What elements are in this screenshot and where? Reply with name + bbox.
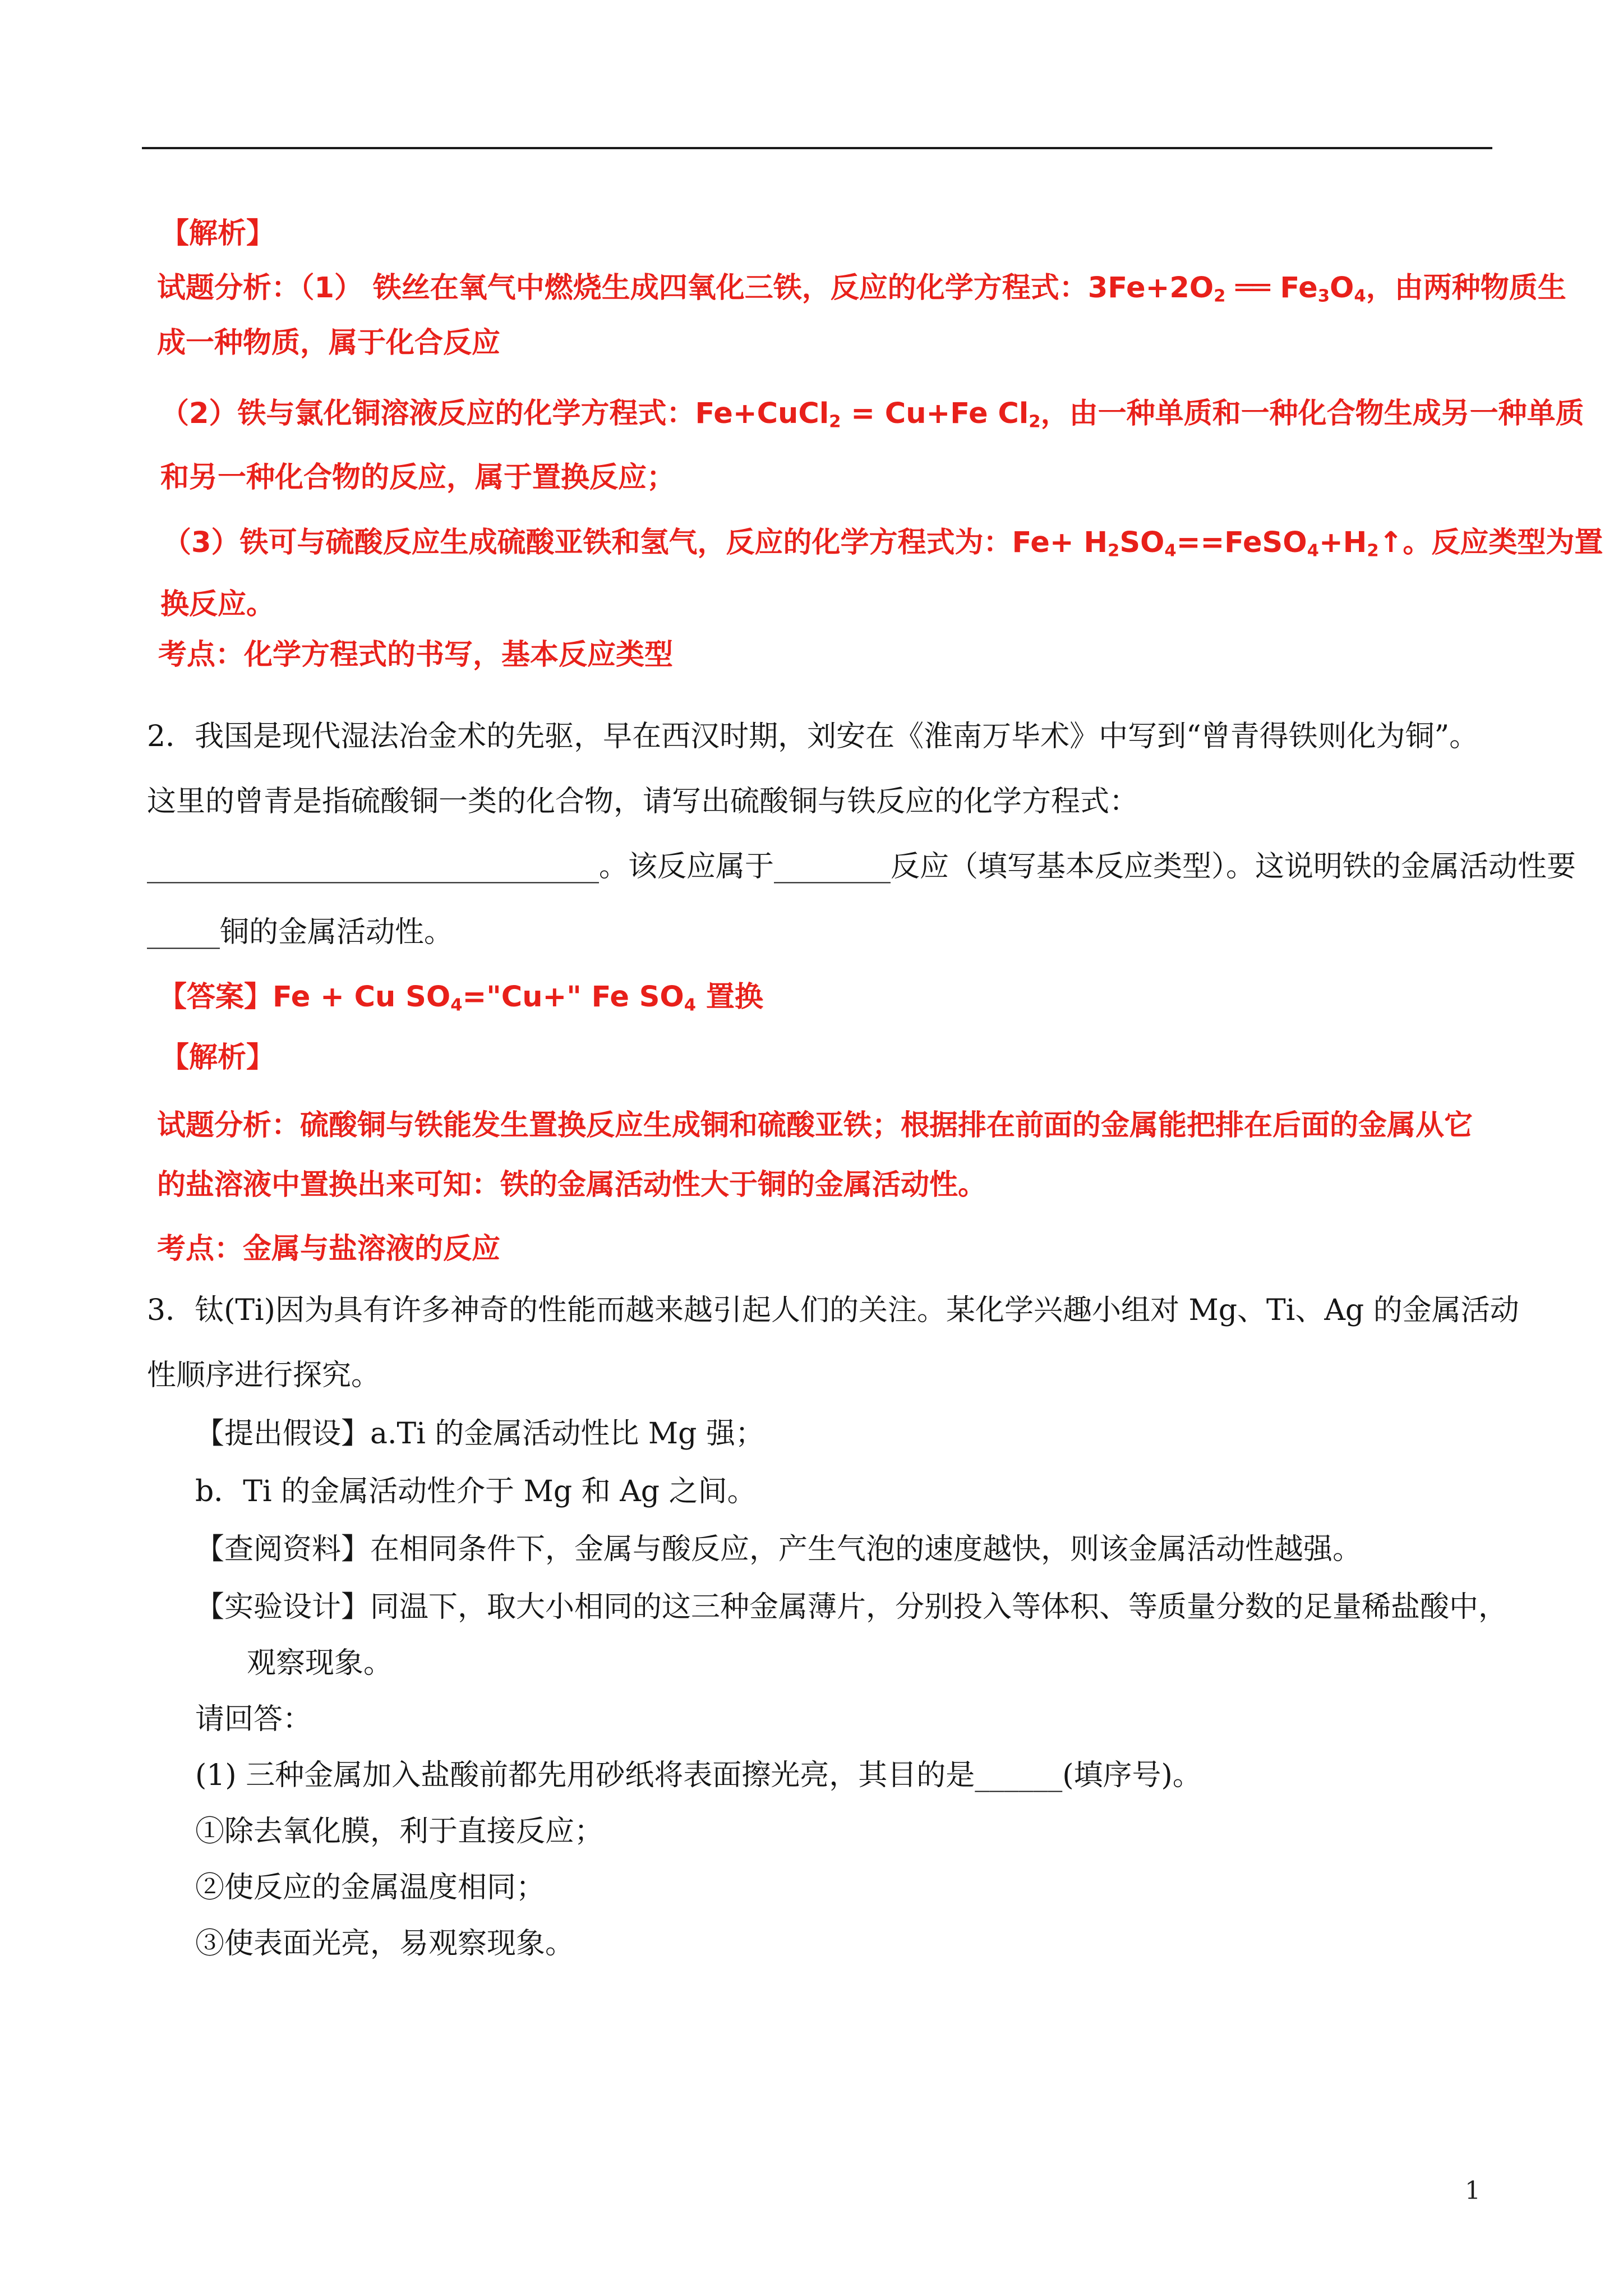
q3-line-1: 3．钛(Ti)因为具有许多神奇的性能而越来越引起人们的关注。某化学兴趣小组对 Mg、Ti、Ag 的金属活动 xyxy=(147,1294,1519,1327)
kaodian-2: 考点：金属与盐溶液的反应 xyxy=(157,1232,501,1266)
q2-line-3: _______________________________。该反应属于________反应（填写基本反应类型）。这说明铁的金属活动性要 xyxy=(147,850,1576,884)
analysis-line-1: 试题分析：（1） 铁丝在氧气中燃烧生成四氧化三铁，反应的化学方程式：$3Fe+2O_2$ ══ $Fe_3O_4$，由两种物质生 xyxy=(157,272,1566,306)
page-number: 1 xyxy=(1465,2177,1481,2205)
analysis-line-3: （2）铁与氯化铜溶液反应的化学方程式：Fe+CuCl$_2$ = Cu+Fe $Cl_2$，由一种单质和一种化合物生成另一种单质 xyxy=(160,397,1584,432)
q2-line-4: _____铜的金属活动性。 xyxy=(147,915,454,949)
analysis-heading: 【解析】 xyxy=(160,217,275,250)
kaodian-1: 考点：化学方程式的书写，基本反应类型 xyxy=(158,638,674,671)
analysis-line-2: 成一种物质，属于化合反应 xyxy=(157,326,501,360)
analysis-line-6: 换反应。 xyxy=(160,588,275,621)
analysis-heading-2: 【解析】 xyxy=(160,1041,275,1074)
q3-option-1: ①除去氧化膜，利于直接反应； xyxy=(195,1815,604,1848)
q2-line-1: 2．我国是现代湿法冶金术的先驱，早在西汉时期，刘安在《淮南万毕术》中写到“曾青得铁则化为铜”。 xyxy=(147,720,1479,753)
q3-option-2: ②使反应的金属温度相同； xyxy=(195,1871,546,1904)
analysis-2-line-1: 试题分析：硫酸铜与铁能发生置换反应生成铜和硫酸亚铁；根据排在前面的金属能把排在后面的金属从它 xyxy=(157,1109,1473,1142)
q3-question-1: (1) 三种金属加入盐酸前都先用砂纸将表面擦光亮，其目的是______(填序号)。 xyxy=(195,1759,1202,1792)
q3-please-answer: 请回答： xyxy=(195,1703,312,1736)
q3-design-line-2: 观察现象。 xyxy=(247,1646,393,1680)
analysis-2-line-2: 的盐溶液中置换出来可知：铁的金属活动性大于铜的金属活动性。 xyxy=(157,1168,987,1202)
answer-line: 【答案】Fe + Cu $SO_4="Cu+$" Fe $SO_4$ 置换 xyxy=(158,981,763,1015)
analysis-line-5: （3）铁可与硫酸反应生成硫酸亚铁和氢气，反应的化学方程式为：$Fe+ H_2SO_4==FeSO_4+H_2↑$。反应类型为置 xyxy=(163,526,1603,561)
q3-hypothesis-b: b．Ti 的金属活动性介于 Mg 和 Ag 之间。 xyxy=(195,1475,757,1508)
q3-design-line-1: 【实验设计】同温下，取大小相同的这三种金属薄片，分别投入等体积、等质量分数的足量稀盐酸中， xyxy=(195,1590,1508,1624)
q3-hypothesis-a: 【提出假设】a.Ti 的金属活动性比 Mg 强； xyxy=(195,1417,764,1451)
q3-option-3: ③使表面光亮，易观察现象。 xyxy=(195,1927,575,1961)
q3-reference: 【查阅资料】在相同条件下，金属与酸反应，产生气泡的速度越快，则该金属活动性越强。 xyxy=(195,1533,1362,1566)
header-rule xyxy=(142,147,1492,149)
analysis-line-4: 和另一种化合物的反应，属于置换反应； xyxy=(160,461,676,494)
q2-line-2: 这里的曾青是指硫酸铜一类的化合物，请写出硫酸铜与铁反应的化学方程式： xyxy=(147,785,1139,818)
q3-line-2: 性顺序进行探究。 xyxy=(147,1359,381,1392)
